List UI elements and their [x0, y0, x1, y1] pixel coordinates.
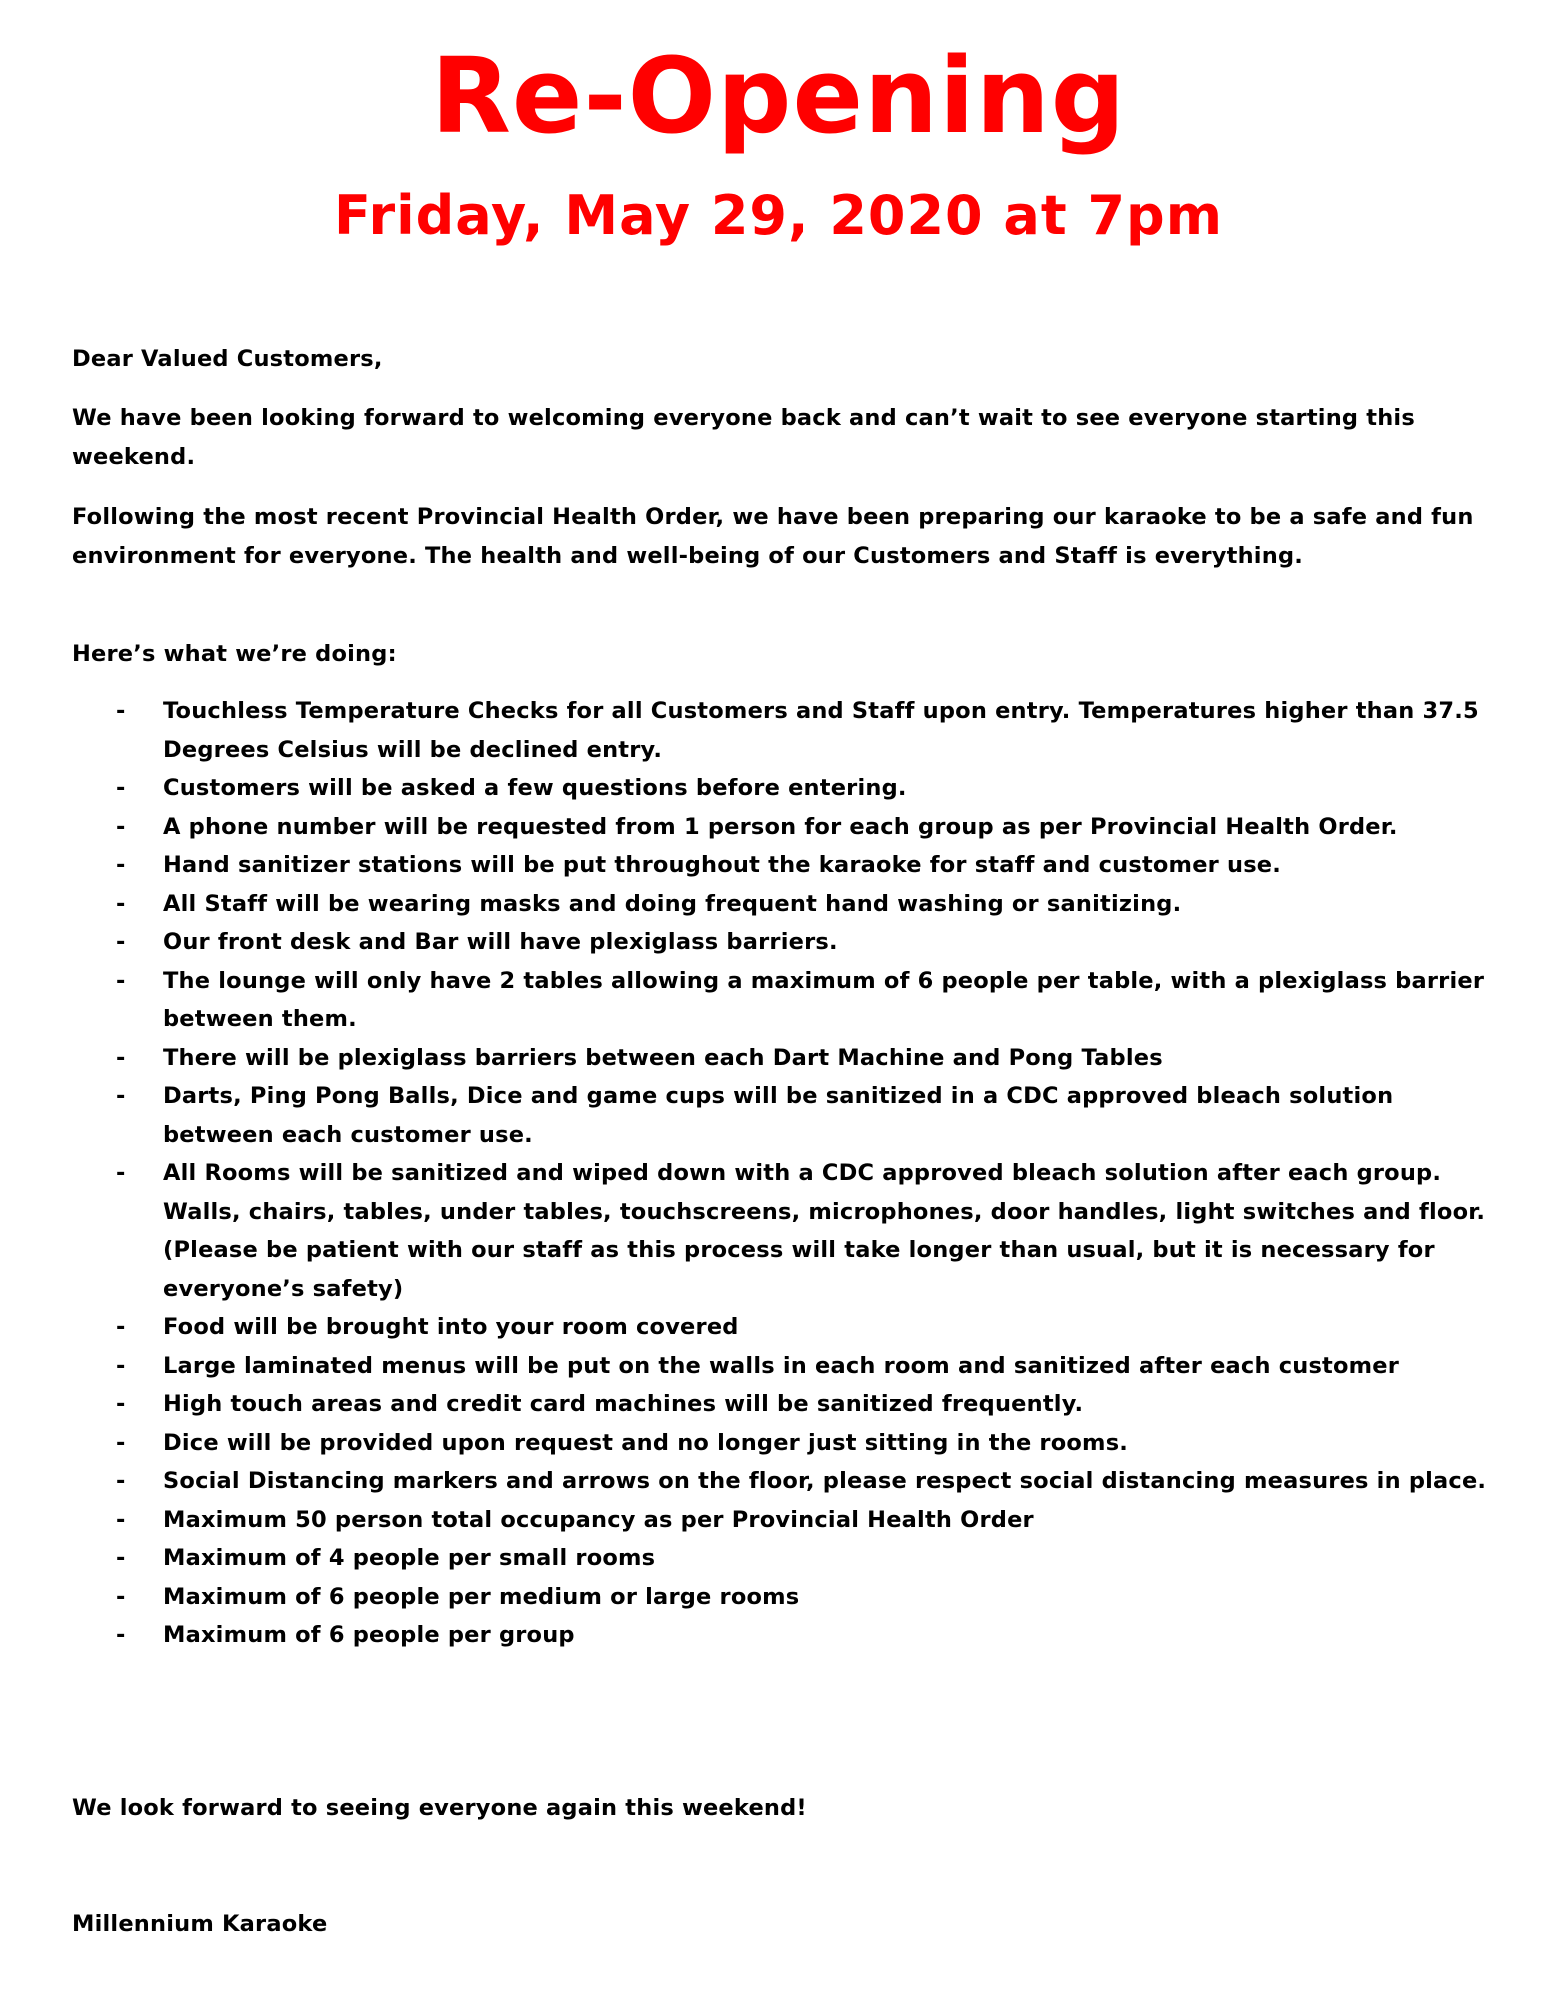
- list-item: [72, 1578, 1492, 1617]
- list-item: [72, 808, 1492, 847]
- event-date-heading: Friday, May 29, 2020 at 7pm: [334, 184, 1223, 247]
- bullet-marker: -: [116, 1352, 126, 1379]
- list-item-text: Maximum of 6 people per group: [163, 1622, 575, 1648]
- intro-paragraph: We have been looking forward to welcoming everyone back and can’t wait to see everyone starting this weekend.: [72, 405, 1415, 470]
- bullet-marker: -: [116, 890, 126, 917]
- list-item-text: Maximum of 4 people per small rooms: [163, 1545, 656, 1571]
- list-item: [72, 1501, 1492, 1540]
- measures-intro: Here’s what we’re doing:: [72, 641, 397, 667]
- closing-line: We look forward to seeing everyone again this weekend!: [72, 1795, 807, 1821]
- list-item: [72, 1154, 1492, 1308]
- bullet-marker: -: [116, 967, 126, 994]
- list-item: [72, 1462, 1492, 1501]
- list-item-text: Hand sanitizer stations will be put throughout the karaoke for staff and customer use.: [163, 852, 1282, 878]
- bullet-marker: -: [116, 813, 126, 840]
- bullet-marker: -: [116, 929, 126, 955]
- greeting: Dear Valued Customers,: [72, 346, 383, 372]
- bullet-marker: -: [116, 1160, 126, 1186]
- list-item: [72, 1347, 1492, 1386]
- bullet-marker: -: [116, 1468, 126, 1494]
- list-item: [72, 1385, 1492, 1424]
- bullet-marker: -: [116, 1391, 126, 1417]
- bullet-marker: -: [116, 1583, 126, 1610]
- bullet-marker: -: [116, 1429, 126, 1456]
- list-item: [72, 692, 1492, 769]
- list-item: [72, 1616, 1492, 1655]
- health-order-paragraph: Following the most recent Provincial Health Order, we have been preparing our karaoke to be a safe and fun environment for everyone. The health and well-being of our Customers and Staff is everything.: [72, 504, 1474, 569]
- safety-measures-list: [72, 692, 1492, 1655]
- list-item-text: Large laminated menus will be put on the walls in each room and sanitized after each customer: [163, 1352, 1400, 1379]
- list-item-text: Maximum of 6 people per medium or large rooms: [163, 1583, 800, 1610]
- bullet-marker: -: [116, 1622, 126, 1648]
- list-item-text: Darts, Ping Pong Balls, Dice and game cups will be sanitized in a CDC approved bleach solution between each customer use.: [163, 1083, 1394, 1148]
- list-item: [72, 1539, 1492, 1578]
- list-item: [72, 962, 1492, 1039]
- list-item-text: Customers will be asked a few questions before entering.: [163, 775, 907, 801]
- bullet-marker: -: [116, 1506, 126, 1533]
- list-item-text: Dice will be provided upon request and no longer just sitting in the rooms.: [163, 1429, 1129, 1456]
- list-item: [72, 769, 1492, 808]
- bullet-marker: -: [116, 1083, 126, 1109]
- list-item-text: Social Distancing markers and arrows on the floor, please respect social distancing measures in place.: [163, 1468, 1487, 1494]
- bullet-marker: -: [116, 852, 126, 878]
- list-item-text: High touch areas and credit card machines will be sanitized frequently.: [163, 1391, 1084, 1417]
- signature: Millennium Karaoke: [72, 1911, 328, 1937]
- list-item: [72, 885, 1492, 924]
- list-item: [72, 923, 1492, 962]
- bullet-marker: -: [116, 1545, 126, 1571]
- list-item-text: The lounge will only have 2 tables allowing a maximum of 6 people per table, with a plexiglass barrier between them.: [163, 967, 1485, 1032]
- list-item-text: Food will be brought into your room covered: [163, 1314, 739, 1340]
- list-item-text: A phone number will be requested from 1 person for each group as per Provincial Health Order.: [163, 813, 1398, 840]
- list-item-text: Our front desk and Bar will have plexiglass barriers.: [163, 929, 838, 955]
- list-item-text: All Rooms will be sanitized and wiped down with a CDC approved bleach solution after each group. Walls, chairs, tables, under tables, touchscreens, microphones, door handles, light switches and floor. (Please be patient with our staff as this process will take longer than usual, but it is necessary for everyone’s safety): [163, 1160, 1486, 1302]
- list-item: [72, 1308, 1492, 1347]
- bullet-marker: -: [116, 1044, 126, 1071]
- list-item: [72, 1077, 1492, 1154]
- bullet-marker: -: [116, 698, 126, 724]
- list-item: [72, 1424, 1492, 1463]
- list-item: [72, 846, 1492, 885]
- list-item-text: Touchless Temperature Checks for all Customers and Staff upon entry. Temperatures higher than 37.5 Degrees Celsius will be declined entry.: [163, 698, 1479, 763]
- list-item-text: There will be plexiglass barriers between each Dart Machine and Pong Tables: [163, 1044, 1163, 1071]
- bullet-marker: -: [116, 775, 126, 801]
- list-item-text: All Staff will be wearing masks and doing frequent hand washing or sanitizing.: [163, 890, 1182, 917]
- list-item: [72, 1039, 1492, 1078]
- page-title: Re-Opening: [430, 35, 1127, 157]
- list-item-text: Maximum 50 person total occupancy as per Provincial Health Order: [163, 1506, 1034, 1533]
- bullet-marker: -: [116, 1314, 126, 1340]
